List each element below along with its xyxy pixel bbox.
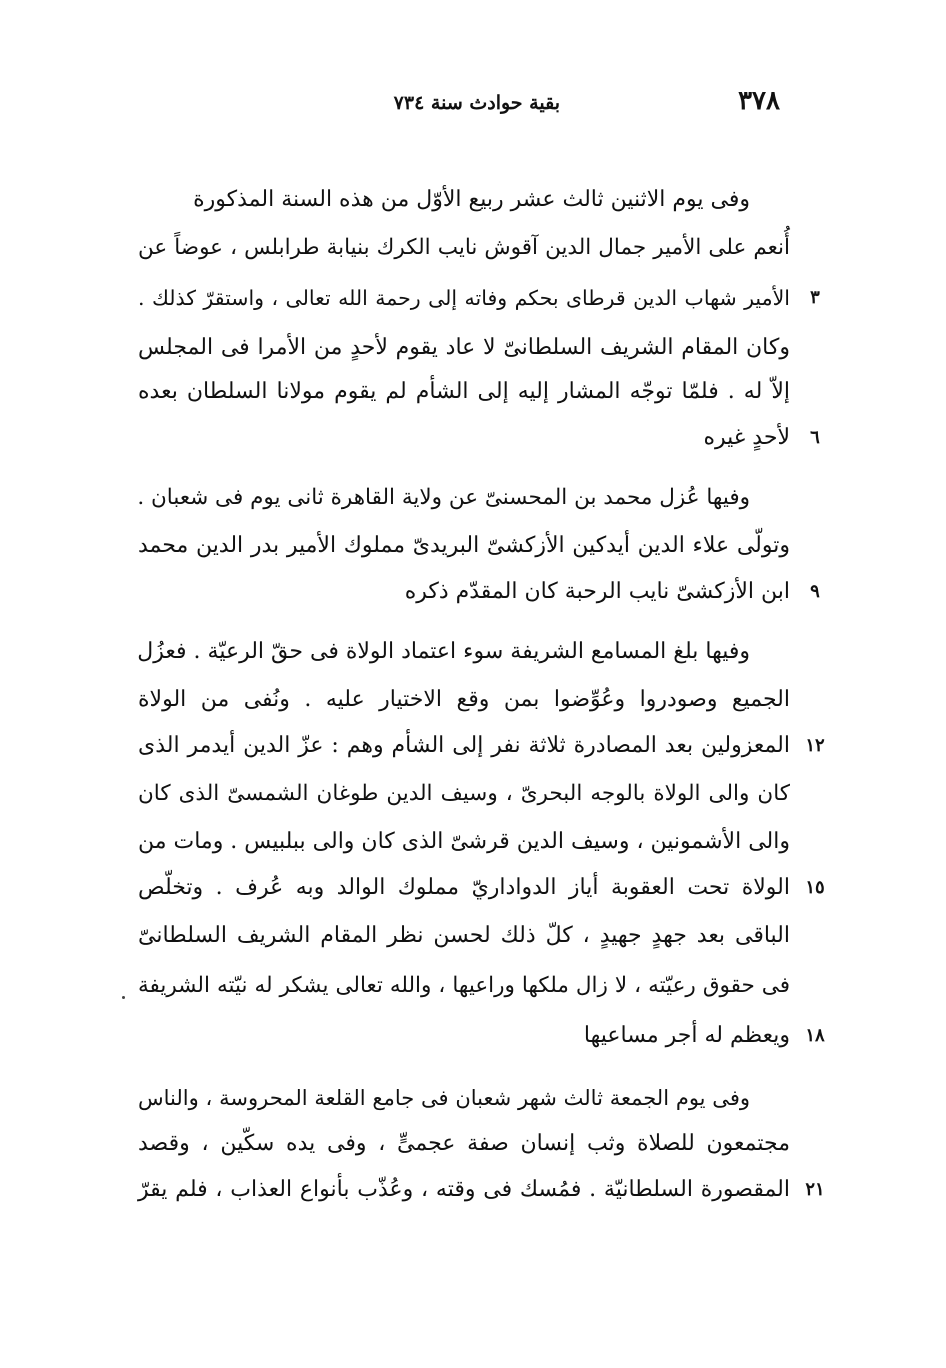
text-line: فى حقوق رعيّته ، لا زال ملكها وراعيها ، والله تعالى يشكر له نيّته الشريفة [138,973,790,998]
text-line: الأمير شهاب الدين قرطاى بحكم وفاته إلى رحمة الله تعالى ، واستقرّ كذلك . [138,286,790,310]
line-number: ٦ [810,427,820,448]
text-line: الباقى بعد جهدٍ جهيدٍ ، كلّ ذلك لحسن نظر المقام الشريف السلطانىّ [138,923,790,948]
line-number: ٩ [810,581,820,602]
text-line: المقصورة السلطانيّة . فمُسك فى وقته ، وعُذّب بأنواع العذاب ، فلم يقرّ [138,1177,790,1202]
text-line: ابن الأزكشىّ نايب الرحبة كان المقدّم ذكره [404,579,790,604]
text-line: المعزولين بعد المصادرة ثلاثة نفر إلى الشأم وهم : عزّ الدين أيدمر الذى [138,733,790,758]
running-title: بقية حوادث سنة ٧٣٤ [393,92,560,114]
text-line: الولاة تحت العقوبة أياز الدواداريّ مملوك الوالد وبه عُرف . وتخلّص [138,875,790,900]
text-line: وتولّى علاء الدين أيدكين الأزكشىّ البريدىّ مملوك الأمير بدر الدين محمد [138,533,790,558]
text-line: وفيها عُزل محمد بن المحسنىّ عن ولاية القاهرة ثانى يوم فى شعبان . [137,485,750,510]
page-number: ٣٧٨ [738,86,780,116]
text-line: أُنعم على الأمير جمال الدين آقوش نايب الكرك بنيابة طرابلس ، عوضاً عن [138,235,790,260]
text-line: مجتمعون للصلاة وثب إنسان صفة عجمىٍّ ، وفى يده سكّين ، وقصد [138,1131,790,1156]
text-line: ويعظم له أجر مساعيها [583,1023,790,1048]
text-line: والى الأشمونين ، وسيف الدين قرشىّ الذى كان والى ببلبيس . ومات من [137,829,790,854]
text-line: وفيها بلغ المسامع الشريفة سوء اعتماد الولاة فى حقّ الرعيّة . فعزُل [137,639,750,664]
text-line: لأحدٍ غيره [703,425,790,450]
text-line: إلاّ له . فلمّا توجّه المشار إليه إلى الشأم لم يقوم مولانا السلطان بعده [138,379,790,404]
ink-speck [122,996,125,999]
line-number: ٢١ [805,1179,825,1200]
text-line: وفى يوم الجمعة ثالث شهر شعبان فى جامع القلعة المحروسة ، والناس [138,1086,750,1110]
text-line: كان والى الولاة بالوجه البحرىّ ، وسيف الدين طوغان الشمسىّ الذى كان [138,781,790,806]
line-number: ١٥ [805,877,825,898]
page-header [140,86,780,126]
line-number: ٣ [810,287,820,308]
line-number: ١٢ [805,735,825,756]
line-number: ١٨ [805,1025,825,1046]
text-line: وفى يوم الاثنين ثالث عشر ربيع الأوّل من هذه السنة المذكورة [193,187,750,212]
text-line: وكان المقام الشريف السلطانىّ لا عاد يقوم لأحدٍ من الأمرا فى المجلس [138,335,790,360]
text-line: الجميع وصودروا وعُوِّضوا بمن وقع الاختيار عليه . ونُفى من الولاة [138,687,790,712]
